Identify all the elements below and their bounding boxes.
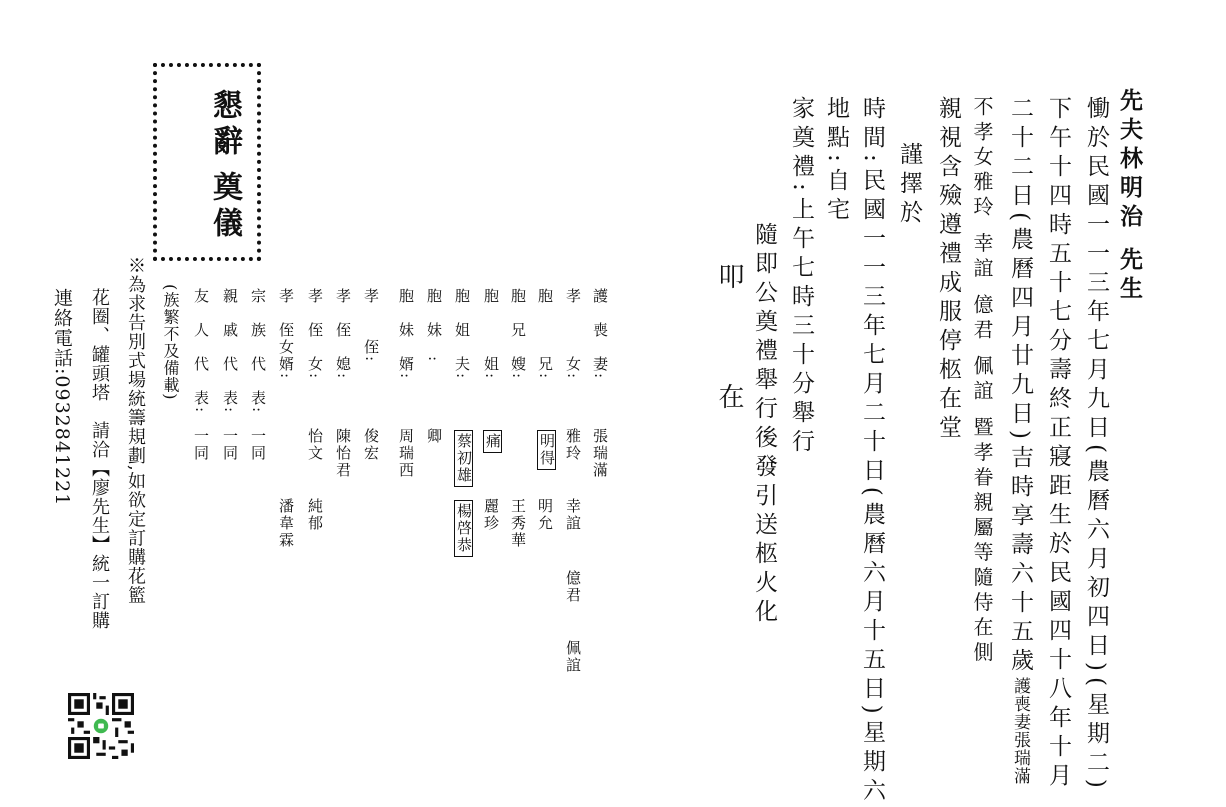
obituary-line-1: 慟於民國一一三年七月九日(農曆六月初四日)(星期二) [1083,96,1109,794]
family-name [222,428,237,462]
family-name-text: 雅玲 [564,428,582,462]
obituary-line-5: 親視含殮遵禮成服停柩在堂 [935,96,961,444]
family-name [592,428,607,479]
family-name [537,428,556,472]
family-role [278,288,293,380]
family-name-text: 麗珍 [482,498,500,532]
family-name [537,498,552,532]
obituary-time: 時間:民國一一三年七月二十日(農曆六月十五日)星期六 [859,96,885,807]
contact-phone: 連絡電話:0932841221 [51,288,73,507]
family-role [398,288,413,380]
family-name [278,498,293,549]
closing-kou: 叩 [714,263,744,295]
family-name [426,428,441,445]
family-role-label: 親 戚 代 表: [221,288,239,415]
family-name [510,498,525,549]
family-name [250,428,265,462]
family-name [307,428,322,462]
family-role-label: 孝 侄: [362,288,380,364]
obituary-line-4: 不孝女雅玲 幸誼 億君 佩誼 暨孝眷親屬等隨侍在側 [970,96,994,667]
family-name-text: 陳怡君 [334,428,352,479]
family-name [335,428,350,479]
family-name-text: 卿 [425,428,443,445]
family-role [592,288,607,380]
family-role [363,288,378,363]
family-role-label: 孝 女: [564,288,582,381]
family-role [307,288,322,380]
family-name [565,640,580,674]
flower-note: ※為求告別式場統籌規劃,如欲定訂購花籃 [125,256,146,605]
notice-line-2: 奠儀 [207,171,242,243]
obituary-line-2: 下午十四時五十七分壽終正寢距生於民國四十八年十月 [1045,96,1071,792]
family-role-label: 胞 姐: [482,288,500,381]
family-name-text: 一同 [221,428,239,462]
obituary-title: 先夫林明治 先生 [1116,88,1143,306]
family-name-text: 王秀華 [509,498,527,549]
family-name-text: 一同 [192,428,210,462]
omission-note: (族繁不及備載) [161,284,180,401]
family-name [483,428,502,455]
closing-zai: 在 [714,383,744,415]
family-name-text: 明允 [536,498,554,532]
family-role-label: 孝 侄女婿: [277,288,295,381]
family-role [565,288,580,380]
family-name-text: 蔡初雄 [454,430,473,487]
family-role-label: 胞 兄 嫂: [509,288,527,381]
family-name [307,498,322,532]
family-role-label: 護 喪 妻: [591,288,609,381]
family-role-label: 胞 兄: [536,288,554,381]
obituary-public-rite: 隨即公奠禮舉行後發引送柩火化 [751,222,777,628]
family-name [565,570,580,604]
family-name-text: 痛 [483,430,502,453]
family-role [250,288,265,414]
obituary-place: 地點:自宅 [823,96,849,226]
family-name-text: 潘韋霖 [277,498,295,549]
family-name-text: 純郁 [306,498,324,532]
family-name [363,428,378,462]
spouse-inline: 護喪妻張瑞滿 [1010,676,1030,785]
obituary-line-6: 謹擇於 [896,142,922,229]
family-role [222,288,237,414]
family-role-label: 孝 侄 媳: [334,288,352,381]
family-name-text: 億君 [564,570,582,604]
flower-note-2: 花圈、罐頭塔 請洽【廖先生】統一訂購 [89,288,110,630]
family-role [193,288,208,414]
family-role [510,288,525,380]
family-name [565,498,580,532]
family-name [454,428,473,489]
family-role-label: 友 人 代 表: [192,288,210,415]
family-role-label: 孝 侄 女: [306,288,324,381]
family-name-text: 一同 [249,428,267,462]
family-name-text: 張瑞滿 [591,428,609,479]
family-name [483,498,498,532]
family-role-label: 宗 族 代 表: [249,288,267,415]
family-name-text: 周瑞西 [397,428,415,479]
family-name-text: 楊啓恭 [454,500,473,557]
family-role-label: 胞 妹 婿: [397,288,415,381]
family-role [454,288,469,380]
family-name [398,428,413,479]
family-name-text: 俊宏 [362,428,380,462]
family-name [193,428,208,462]
qr-code-icon [68,693,134,759]
family-role-label: 胞 妹 : [425,288,443,364]
notice-line-1: 懇辭 [207,89,242,161]
family-role [537,288,552,380]
family-role-label: 胞 姐 夫: [453,288,471,381]
family-name-text: 幸誼 [564,498,582,532]
family-role [426,288,441,363]
obituary-line-3-text: 二十二日(農曆四月廿九日)吉時享壽六十五歲 [1007,96,1033,677]
family-name-text: 怡文 [306,428,324,462]
family-name-text: 佩誼 [564,640,582,674]
decline-condolence-box [153,63,261,261]
family-role [335,288,350,380]
obituary-line-3 [1008,96,1031,785]
family-name [565,428,580,462]
obituary-family-rite: 家奠禮:上午七時三十分舉行 [788,96,814,458]
family-name-text: 明得 [537,430,556,470]
family-name [454,498,473,559]
family-role [483,288,498,380]
